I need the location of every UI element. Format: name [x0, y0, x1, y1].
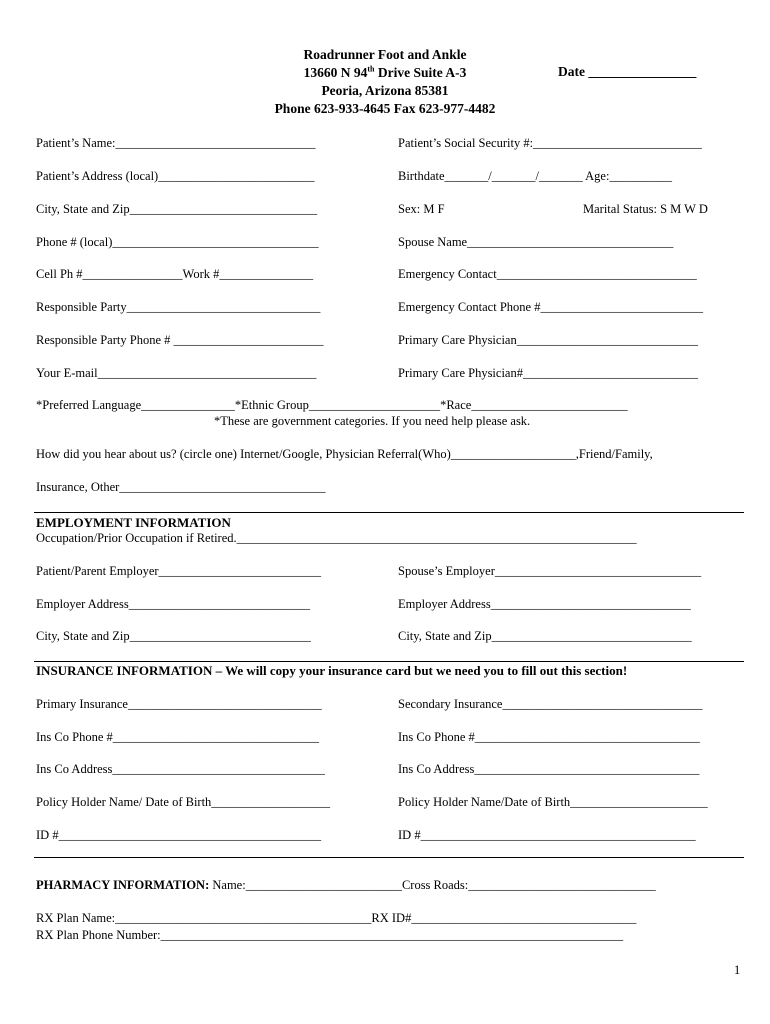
spouse-employer-address-field[interactable]: Employer Address________________________________ — [398, 597, 691, 611]
responsible-party-field[interactable]: Responsible Party_______________________________ — [36, 300, 321, 314]
pharmacy-heading: PHARMACY INFORMATION: — [36, 878, 210, 892]
secondary-policy-holder-field[interactable]: Policy Holder Name/Date of Birth______________________ — [398, 795, 708, 809]
spouse-employer-field[interactable]: Spouse’s Employer_________________________________ — [398, 564, 702, 578]
practice-phone: Phone 623-933-4645 Fax 623-977-4482 — [274, 101, 496, 116]
section-divider — [34, 857, 744, 858]
pcp-phone-field[interactable]: Primary Care Physician#____________________________ — [398, 366, 698, 380]
patient-ssn-field[interactable]: Patient’s Social Security #:___________________________ — [398, 136, 702, 150]
patient-city-field[interactable]: City, State and Zip______________________________ — [36, 202, 318, 216]
demographics-field[interactable]: *Preferred Language_______________*Ethnic Group_____________________*Race_________________________ — [36, 398, 628, 412]
date-field[interactable]: Date ________________ — [558, 64, 697, 79]
marital-status-field[interactable]: Marital Status: S M W D — [583, 202, 708, 216]
employer-address-field[interactable]: Employer Address_____________________________ — [36, 597, 310, 611]
insurance-other-field[interactable]: Insurance, Other_________________________________ — [36, 480, 326, 494]
primary-policy-holder-field[interactable]: Policy Holder Name/ Date of Birth___________________ — [36, 795, 331, 809]
primary-ins-address-field[interactable]: Ins Co Address__________________________________ — [36, 762, 325, 776]
pharmacy-name-field[interactable]: Name:_________________________Cross Roads:______________________________ — [209, 878, 656, 892]
patient-address-field[interactable]: Patient’s Address (local)_________________________ — [36, 169, 315, 183]
spouse-name-field[interactable]: Spouse Name_________________________________ — [398, 235, 674, 249]
responsible-phone-field[interactable]: Responsible Party Phone # ________________________ — [36, 333, 324, 347]
referral-field[interactable]: How did you hear about us? (circle one) Internet/Google, Physician Referral(Who)____________________,Friend/Family, — [36, 447, 653, 461]
primary-ins-phone-field[interactable]: Ins Co Phone #_________________________________ — [36, 730, 319, 744]
primary-id-field[interactable]: ID #__________________________________________ — [36, 828, 322, 842]
primary-insurance-field[interactable]: Primary Insurance_______________________________ — [36, 697, 322, 711]
spouse-employer-city-field[interactable]: City, State and Zip________________________________ — [398, 629, 692, 643]
page-number: 1 — [734, 963, 741, 977]
cell-work-phone-field[interactable]: Cell Ph #________________Work #_______________ — [36, 267, 314, 281]
section-divider — [34, 661, 744, 662]
secondary-id-field[interactable]: ID #____________________________________________ — [398, 828, 696, 842]
government-note: *These are government categories. If you need help please ask. — [214, 414, 531, 428]
emergency-contact-field[interactable]: Emergency Contact________________________________ — [398, 267, 697, 281]
birthdate-age-field[interactable]: Birthdate_______/_______/_______ Age:__________ — [398, 169, 672, 183]
section-divider — [34, 512, 744, 513]
practice-address: 13660 N 94th Drive Suite A-3 — [303, 64, 467, 80]
rx-plan-name-field[interactable]: RX Plan Name:_________________________________________RX ID#____________________________________ — [36, 911, 637, 925]
sex-field[interactable]: Sex: M F — [398, 202, 445, 216]
employer-field[interactable]: Patient/Parent Employer__________________________ — [36, 564, 322, 578]
employment-heading: EMPLOYMENT INFORMATION — [36, 515, 231, 530]
secondary-ins-phone-field[interactable]: Ins Co Phone #____________________________________ — [398, 730, 700, 744]
secondary-insurance-field[interactable]: Secondary Insurance________________________________ — [398, 697, 703, 711]
patient-name-field[interactable]: Patient’s Name:________________________________ — [36, 136, 316, 150]
employer-city-field[interactable]: City, State and Zip_____________________________ — [36, 629, 311, 643]
pharmacy-line[interactable] — [36, 878, 656, 893]
occupation-field[interactable]: Occupation/Prior Occupation if Retired.________________________________________________________________ — [36, 531, 637, 545]
pcp-field[interactable]: Primary Care Physician_____________________________ — [398, 333, 698, 347]
phone-local-field[interactable]: Phone # (local)_________________________________ — [36, 235, 319, 249]
secondary-ins-address-field[interactable]: Ins Co Address____________________________________ — [398, 762, 700, 776]
practice-city: Peoria, Arizona 85381 — [321, 83, 449, 98]
rx-plan-phone-field[interactable]: RX Plan Phone Number:__________________________________________________________________________ — [36, 928, 624, 942]
practice-name: Roadrunner Foot and Ankle — [303, 47, 467, 62]
insurance-heading: INSURANCE INFORMATION – We will copy your insurance card but we need you to fill out this section! — [36, 663, 628, 678]
emergency-phone-field[interactable]: Emergency Contact Phone #__________________________ — [398, 300, 703, 314]
email-field[interactable]: Your E-mail___________________________________ — [36, 366, 317, 380]
